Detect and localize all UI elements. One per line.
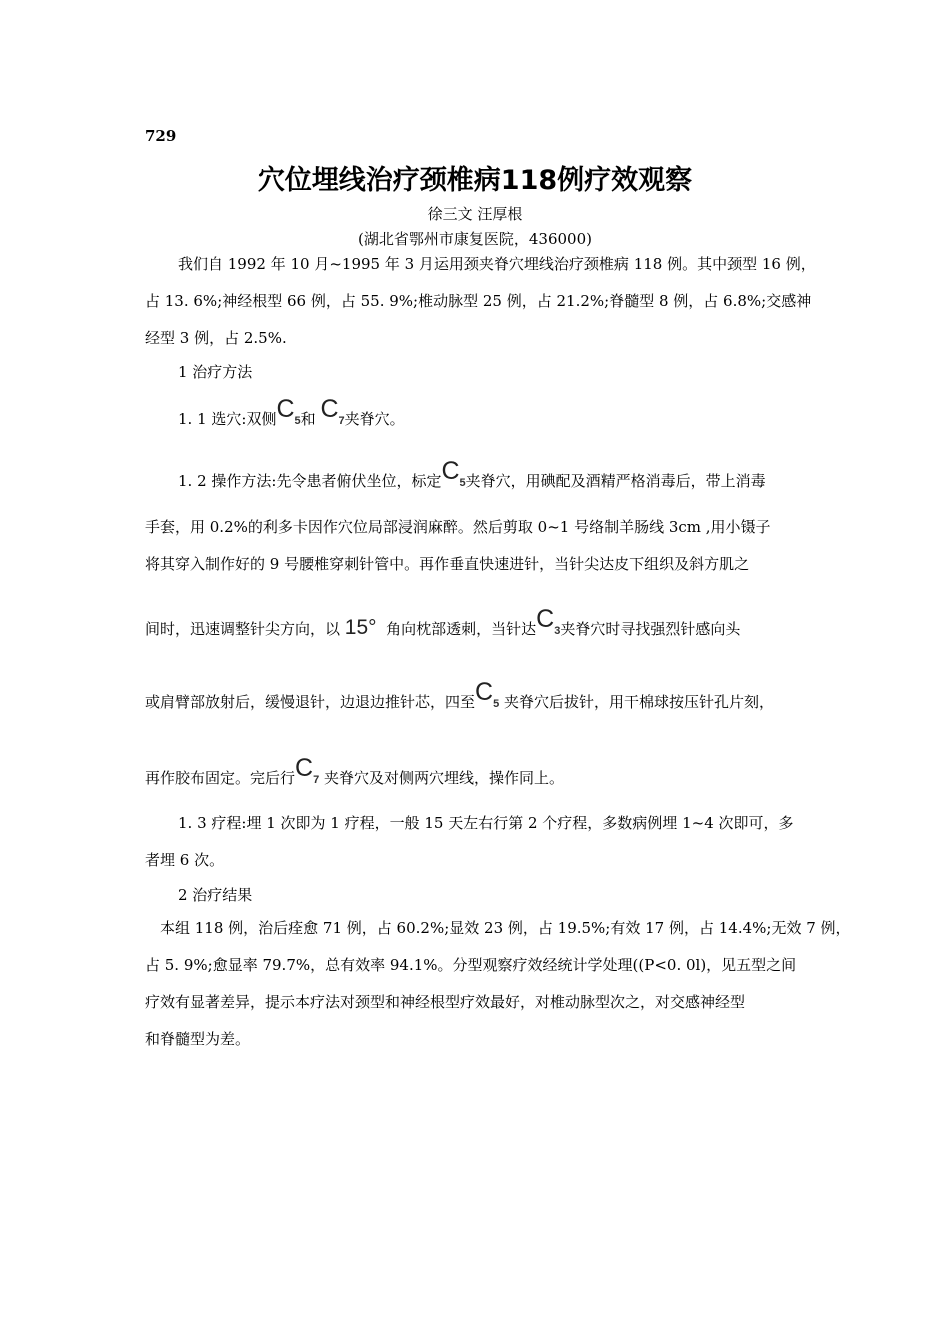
section-1-2-line-1: [178, 457, 766, 493]
vertebra-subscript: 7: [338, 415, 345, 427]
vertebra-symbol: C: [320, 395, 339, 423]
text: 角向枕部透刺，当针达: [386, 620, 537, 638]
intro-line-1: 我们自 1992 年 10 月~1995 年 3 月运用颈夹脊穴埋线治疗颈椎病 118 例。其中颈型 16 例，: [178, 255, 816, 273]
section-1-2-line-6: [145, 754, 564, 790]
text: 夹脊穴，用碘配及酒精严格消毒后，带上消毒: [465, 472, 766, 490]
vertebra-symbol: C: [441, 457, 460, 485]
text: 夹脊穴时寻找强烈针感向头: [560, 620, 741, 638]
text: 1. 1 选穴:双侧: [178, 410, 277, 428]
text: 和: [300, 410, 316, 428]
section-1-3-line-2: 者埋 6 次。: [145, 851, 225, 869]
section-1-2-line-4: [145, 605, 741, 641]
authors: 徐三文 汪厚根: [427, 205, 523, 223]
text: 夹脊穴及对侧两穴埋线，操作同上。: [323, 769, 564, 787]
section-1-2-line-5: [145, 678, 774, 714]
intro-line-3: 经型 3 例，占 2.5%.: [145, 329, 287, 347]
section-2-heading: 2 治疗结果: [178, 886, 253, 904]
text: 间时，迅速调整针尖方向，以: [145, 620, 341, 638]
vertebra-subscript: 3: [554, 625, 561, 637]
section-1-heading: 1 治疗方法: [178, 363, 253, 381]
affiliation: (湖北省鄂州市康复医院，436000): [358, 230, 592, 248]
vertebra-symbol: C: [536, 605, 555, 633]
vertebra-symbol: C: [295, 754, 314, 782]
article-title: 穴位埋线治疗颈椎病118例疗效观察: [257, 165, 693, 196]
results-line-1: 本组 118 例，治后痊愈 71 例，占 60.2%;显效 23 例，占 19.5%;有效 17 例，占 14.4%;无效 7 例，: [160, 919, 851, 937]
vertebra-subscript: 5: [493, 698, 500, 710]
text: 夹脊穴后拔针，用干棉球按压针孔片刻，: [503, 693, 774, 711]
vertebra-symbol: C: [276, 395, 295, 423]
section-1-1-acupoints: [178, 395, 405, 431]
vertebra-subscript: 5: [294, 415, 301, 427]
results-line-4: 和脊髓型为差。: [145, 1030, 251, 1048]
text: 1. 2 操作方法:先令患者俯伏坐位，标定: [178, 472, 442, 490]
angle-value: 15°: [344, 616, 377, 639]
intro-line-2: 占 13. 6%;神经根型 66 例，占 55. 9%;椎动脉型 25 例，占 21.2%;脊髓型 8 例，占 6.8%;交感神: [145, 292, 812, 310]
section-1-2-line-2: 手套，用 0.2%的利多卡因作穴位局部浸润麻醉。然后剪取 0~1 号络制羊肠线 3cm ,用小镊子: [145, 518, 771, 536]
vertebra-symbol: C: [475, 678, 494, 706]
vertebra-subscript: 5: [459, 477, 466, 489]
text: 再作胶布固定。完后行: [145, 769, 296, 787]
section-1-2-line-3: 将其穿入制作好的 9 号腰椎穿刺针管中。再作垂直快速进针，当针尖达皮下组织及斜方肌之: [145, 555, 750, 573]
results-line-2: 占 5. 9%;愈显率 79.7%，总有效率 94.1%。分型观察疗效经统计学处理((P<0. 0l)，见五型之间: [145, 956, 797, 974]
text: 夹脊穴。: [344, 410, 405, 428]
vertebra-subscript: 7: [313, 774, 320, 786]
results-line-3: 疗效有显著差异，提示本疗法对颈型和神经根型疗效最好，对椎动脉型次之，对交感神经型: [145, 993, 746, 1011]
text: 或肩臂部放射后，缓慢退针，边退边推针芯，四至: [145, 693, 476, 711]
section-1-3-line-1: 1. 3 疗程:埋 1 次即为 1 疗程，一般 15 天左右行第 2 个疗程，多数病例埋 1~4 次即可，多: [178, 814, 794, 832]
page-number: 729: [145, 127, 177, 145]
